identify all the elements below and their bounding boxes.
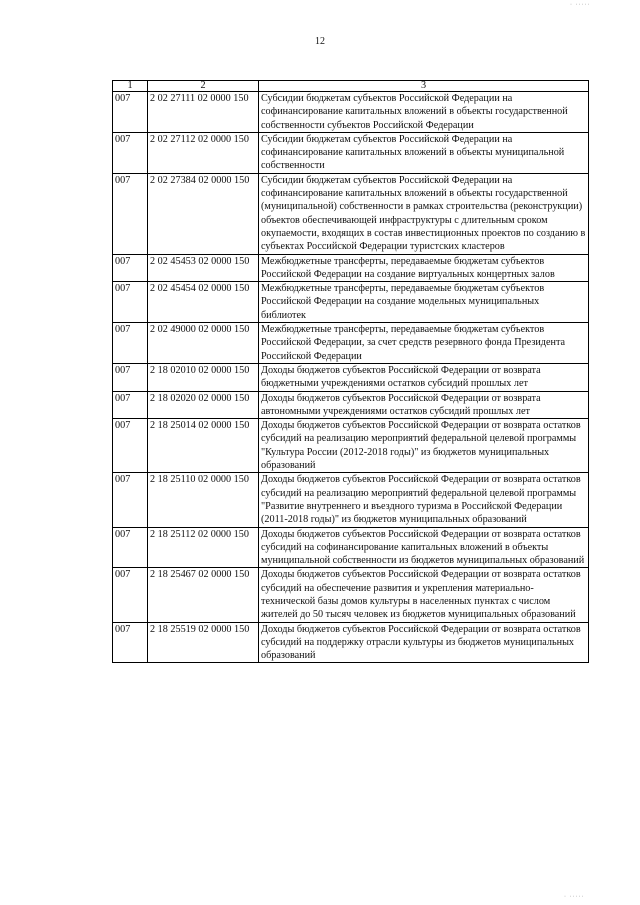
budget-code-cell: 2 02 27384 02 0000 150 <box>148 173 259 254</box>
table-row <box>113 568 589 622</box>
income-name-cell: Субсидии бюджетам субъектов Российской Федерации на софинансирование капитальных вложений в объекты муниципальной собственности <box>259 132 589 173</box>
admin-code-cell: 007 <box>113 323 148 364</box>
budget-code-cell: 2 02 49000 02 0000 150 <box>148 323 259 364</box>
table-row <box>113 254 589 282</box>
table-row <box>113 527 589 568</box>
admin-code-cell: 007 <box>113 568 148 622</box>
budget-code-cell: 2 02 27112 02 0000 150 <box>148 132 259 173</box>
header-cell-col-1: 1 <box>113 81 148 92</box>
budget-code-cell: 2 18 25519 02 0000 150 <box>148 622 259 663</box>
table-row <box>113 92 589 133</box>
income-name-cell: Субсидии бюджетам субъектов Российской Федерации на софинансирование капитальных вложений в объекты государственной собственности субъектов Российской Федерации <box>259 92 589 133</box>
table-row <box>113 173 589 254</box>
income-name-cell: Межбюджетные трансферты, передаваемые бюджетам субъектов Российской Федерации на создание виртуальных концертных залов <box>259 254 589 282</box>
table-row <box>113 391 589 419</box>
table-row <box>113 473 589 527</box>
budget-code-cell: 2 02 45453 02 0000 150 <box>148 254 259 282</box>
admin-code-cell: 007 <box>113 132 148 173</box>
page-number: 12 <box>315 36 325 47</box>
income-name-cell: Доходы бюджетов субъектов Российской Федерации от возврата остатков субсидий на обеспечение развития и укрепления материально-технической базы домов культуры в населенных пунктах с числом жителей до 50 тысяч человек из бюджетов муниципальных образований <box>259 568 589 622</box>
income-name-cell: Доходы бюджетов субъектов Российской Федерации от возврата бюджетными учреждениями остатков субсидий прошлых лет <box>259 363 589 391</box>
budget-code-cell: 2 18 02010 02 0000 150 <box>148 363 259 391</box>
scan-corner-mark: · ····· <box>570 2 591 8</box>
budget-code-cell: 2 18 25467 02 0000 150 <box>148 568 259 622</box>
income-name-cell: Доходы бюджетов субъектов Российской Федерации от возврата остатков субсидий на софинансирование капитальных вложений в объекты муниципальной собственности из бюджетов муниципальных образований <box>259 527 589 568</box>
budget-code-cell: 2 18 25112 02 0000 150 <box>148 527 259 568</box>
admin-code-cell: 007 <box>113 391 148 419</box>
admin-code-cell: 007 <box>113 527 148 568</box>
budget-codes-table <box>112 80 589 663</box>
table-row <box>113 323 589 364</box>
table-row <box>113 132 589 173</box>
income-name-cell: Доходы бюджетов субъектов Российской Федерации от возврата остатков субсидий на поддержку отрасли культуры из бюджетов муниципальных образований <box>259 622 589 663</box>
admin-code-cell: 007 <box>113 282 148 323</box>
admin-code-cell: 007 <box>113 419 148 473</box>
table-row <box>113 622 589 663</box>
admin-code-cell: 007 <box>113 173 148 254</box>
admin-code-cell: 007 <box>113 92 148 133</box>
budget-code-cell: 2 18 25110 02 0000 150 <box>148 473 259 527</box>
admin-code-cell: 007 <box>113 254 148 282</box>
admin-code-cell: 007 <box>113 363 148 391</box>
income-name-cell: Доходы бюджетов субъектов Российской Федерации от возврата остатков субсидий на реализацию мероприятий федеральной целевой программы "Культура России (2012-2018 годы)" из бюджетов муниципальных образований <box>259 419 589 473</box>
budget-code-cell: 2 02 45454 02 0000 150 <box>148 282 259 323</box>
table-row <box>113 282 589 323</box>
table-row <box>113 363 589 391</box>
income-name-cell: Межбюджетные трансферты, передаваемые бюджетам субъектов Российской Федерации, за счет средств резервного фонда Президента Российской Федерации <box>259 323 589 364</box>
budget-code-cell: 2 18 25014 02 0000 150 <box>148 419 259 473</box>
admin-code-cell: 007 <box>113 473 148 527</box>
income-name-cell: Субсидии бюджетам субъектов Российской Федерации на софинансирование капитальных вложений в объекты государственной (муниципальной) собственности в рамках строительства (реконструкции) объектов обеспечивающей инфраструктуры с длительным сроком окупаемости, входящих в состав инвестиционных проектов по созданию в субъектах Российской Федерации туристских кластеров <box>259 173 589 254</box>
header-cell-col-2: 2 <box>148 81 259 92</box>
income-name-cell: Межбюджетные трансферты, передаваемые бюджетам субъектов Российской Федерации на создание модельных муниципальных библиотек <box>259 282 589 323</box>
header-cell-col-3: 3 <box>259 81 589 92</box>
table-header-row <box>113 81 589 92</box>
table-row <box>113 419 589 473</box>
table-body <box>113 81 589 663</box>
admin-code-cell: 007 <box>113 622 148 663</box>
budget-code-cell: 2 18 02020 02 0000 150 <box>148 391 259 419</box>
scan-corner-mark: · ····· <box>564 894 585 900</box>
budget-code-cell: 2 02 27111 02 0000 150 <box>148 92 259 133</box>
income-name-cell: Доходы бюджетов субъектов Российской Федерации от возврата автономными учреждениями остатков субсидий прошлых лет <box>259 391 589 419</box>
income-name-cell: Доходы бюджетов субъектов Российской Федерации от возврата остатков субсидий на реализацию мероприятий федеральной целевой программы "Развитие внутреннего и въездного туризма в Российской Федерации (2011-2018 годы)" из бюджетов муниципальных образований <box>259 473 589 527</box>
